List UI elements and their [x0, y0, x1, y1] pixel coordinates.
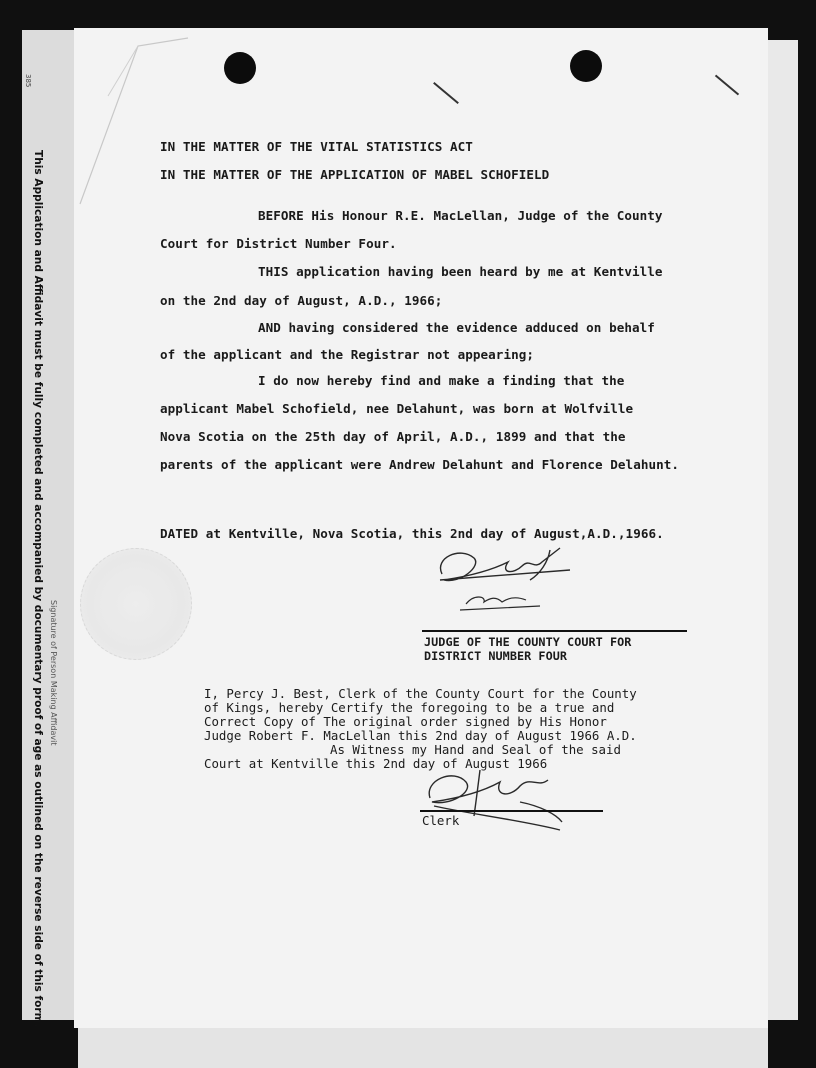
certification-line: Judge Robert F. MacLellan this 2nd day of August 1966 A.D.	[204, 728, 637, 743]
clerk-label: Clerk	[422, 813, 460, 828]
body-line: BEFORE His Honour R.E. MacLellan, Judge of the County	[258, 208, 663, 223]
clerk-signature-line	[420, 810, 603, 812]
body-line: AND having considered the evidence adduced on behalf	[258, 320, 655, 335]
judge-signature-line	[422, 630, 687, 632]
embossed-seal	[80, 548, 192, 660]
heading-line-2: IN THE MATTER OF THE APPLICATION OF MABEL SCHOFIELD	[160, 167, 550, 182]
side-signature-label: Signature of Person Making Affidavit	[49, 600, 58, 746]
certification-line: of Kings, hereby Certify the foregoing to be a true and	[204, 700, 615, 715]
body-line: on the 2nd day of August, A.D., 1966;	[160, 293, 443, 308]
heading-line-1: IN THE MATTER OF THE VITAL STATISTICS ACT	[160, 139, 473, 154]
body-line: of the applicant and the Registrar not appearing;	[160, 347, 534, 362]
body-line: Court for District Number Four.	[160, 236, 397, 251]
certification-line: Court at Kentville this 2nd day of August 1966	[204, 756, 548, 771]
punch-hole-right	[570, 50, 602, 82]
body-line: applicant Mabel Schofield, nee Delahunt, was born at Wolfville	[160, 401, 634, 416]
page-number: 385	[24, 74, 32, 88]
certification-line: As Witness my Hand and Seal of the said	[330, 742, 621, 757]
certification-line: Correct Copy of The original order signed by His Honor	[204, 714, 607, 729]
body-line: Nova Scotia on the 25th day of April, A.D., 1899 and that the	[160, 429, 626, 444]
judge-title-line-1: JUDGE OF THE COUNTY COURT FOR	[424, 635, 632, 649]
judge-signature	[430, 540, 580, 620]
body-line: parents of the applicant were Andrew Delahunt and Florence Delahunt.	[160, 457, 679, 472]
certification-line: I, Percy J. Best, Clerk of the County Court for the County	[204, 686, 637, 701]
body-line: I do now hereby find and make a finding that the	[258, 373, 625, 388]
punch-hole-left	[224, 52, 256, 84]
right-backing-sheet	[766, 40, 798, 1020]
body-line: THIS application having been heard by me at Kentville	[258, 264, 663, 279]
judge-title-line-2: DISTRICT NUMBER FOUR	[424, 649, 568, 663]
dated-line: DATED at Kentville, Nova Scotia, this 2nd day of August,A.D.,1966.	[160, 526, 664, 541]
side-instruction: This Application and Affidavit must be fully completed and accompanied by documentary proof of age as outlined on the reverse side of this form.	[32, 150, 44, 1028]
